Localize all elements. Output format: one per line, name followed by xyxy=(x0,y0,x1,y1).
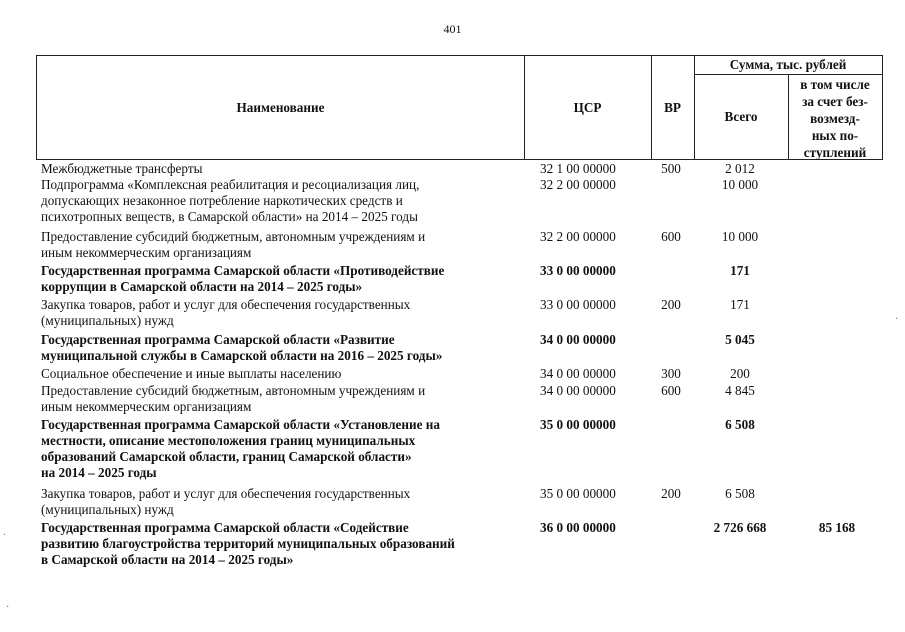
row-csr: 35 0 00 00000 xyxy=(540,417,616,432)
row-vr: 200 xyxy=(661,486,681,501)
header-sum: Сумма, тыс. рублей xyxy=(729,57,847,72)
table-header xyxy=(36,55,883,160)
row-vr: 200 xyxy=(661,297,681,312)
row-total: 2 726 668 xyxy=(713,520,767,535)
header-free-line: ступлений xyxy=(803,145,867,160)
row-name: Закупка товаров, работ и услуг для обеспечения государственных (муниципальных) нужд xyxy=(41,486,411,517)
header-divider xyxy=(694,74,882,75)
row-vr: 600 xyxy=(661,229,681,244)
header-vr: ВР xyxy=(664,100,681,115)
row-csr: 32 2 00 00000 xyxy=(540,177,616,192)
header-free-line: ных по- xyxy=(811,128,859,143)
row-total: 10 000 xyxy=(721,229,759,244)
header-free-line: возмезд- xyxy=(810,111,860,126)
row-name: Государственная программа Самарской области «Установление на местности, описание местоположения границ муниципальных образований Самарской области, границ Самарской области» на 2014 – 2025 годы xyxy=(41,417,440,480)
row-name: Социальное обеспечение и иные выплаты населению xyxy=(41,366,342,381)
row-name: Государственная программа Самарской области «Противодействие коррупции в Самарской области на 2014 – 2025 годы» xyxy=(41,263,445,294)
row-total: 171 xyxy=(730,263,750,278)
row-total: 5 045 xyxy=(725,332,755,347)
row-csr: 33 0 00 00000 xyxy=(540,297,616,312)
row-csr: 32 1 00 00000 xyxy=(540,161,616,176)
row-total: 2 012 xyxy=(725,161,755,176)
row-csr: 34 0 00 00000 xyxy=(540,332,616,347)
scan-speck: · xyxy=(3,530,7,541)
scan-speck: · xyxy=(6,602,10,613)
row-name: Предоставление субсидий бюджетным, автономным учреждениям и иным некоммерческим организациям xyxy=(41,383,426,414)
row-name: Подпрограмма «Комплексная реабилитация и ресоциализация лиц, допускающих незаконное потребление наркотических средств и психотропных веществ, в Самарской области» на 2014 – 2025 годы xyxy=(41,177,420,224)
header-total: Всего xyxy=(724,109,758,124)
row-total: 6 508 xyxy=(725,417,755,432)
row-csr: 33 0 00 00000 xyxy=(540,263,616,278)
row-csr: 34 0 00 00000 xyxy=(540,366,616,381)
row-total: 4 845 xyxy=(725,383,755,398)
row-vr: 500 xyxy=(661,161,681,176)
header-free-line: в том числе xyxy=(800,77,870,92)
header-name: Наименование xyxy=(236,100,325,115)
page-number: 401 xyxy=(443,22,462,36)
row-total: 171 xyxy=(730,297,750,312)
header-free-line: за счет без- xyxy=(802,94,868,109)
row-total: 10 000 xyxy=(721,177,759,192)
row-name: Государственная программа Самарской области «Развитие муниципальной службы в Самарской области на 2016 – 2025 годы» xyxy=(41,332,443,363)
row-total: 200 xyxy=(730,366,750,381)
header-csr: ЦСР xyxy=(573,100,602,115)
row-total: 6 508 xyxy=(725,486,755,501)
row-free: 85 168 xyxy=(818,520,856,535)
scan-speck: · xyxy=(895,314,899,325)
row-vr: 600 xyxy=(661,383,681,398)
row-name: Закупка товаров, работ и услуг для обеспечения государственных (муниципальных) нужд xyxy=(41,297,411,328)
row-csr: 36 0 00 00000 xyxy=(540,520,616,535)
row-csr: 34 0 00 00000 xyxy=(540,383,616,398)
row-vr: 300 xyxy=(661,366,681,381)
row-csr: 32 2 00 00000 xyxy=(540,229,616,244)
row-name: Межбюджетные трансферты xyxy=(41,161,203,176)
header-free xyxy=(788,76,882,161)
row-name: Государственная программа Самарской области «Содействие развитию благоустройства территорий муниципальных образований в Самарской области на 2014 – 2025 годы» xyxy=(41,520,455,567)
row-csr: 35 0 00 00000 xyxy=(540,486,616,501)
row-name: Предоставление субсидий бюджетным, автономным учреждениям и иным некоммерческим организациям xyxy=(41,229,426,260)
